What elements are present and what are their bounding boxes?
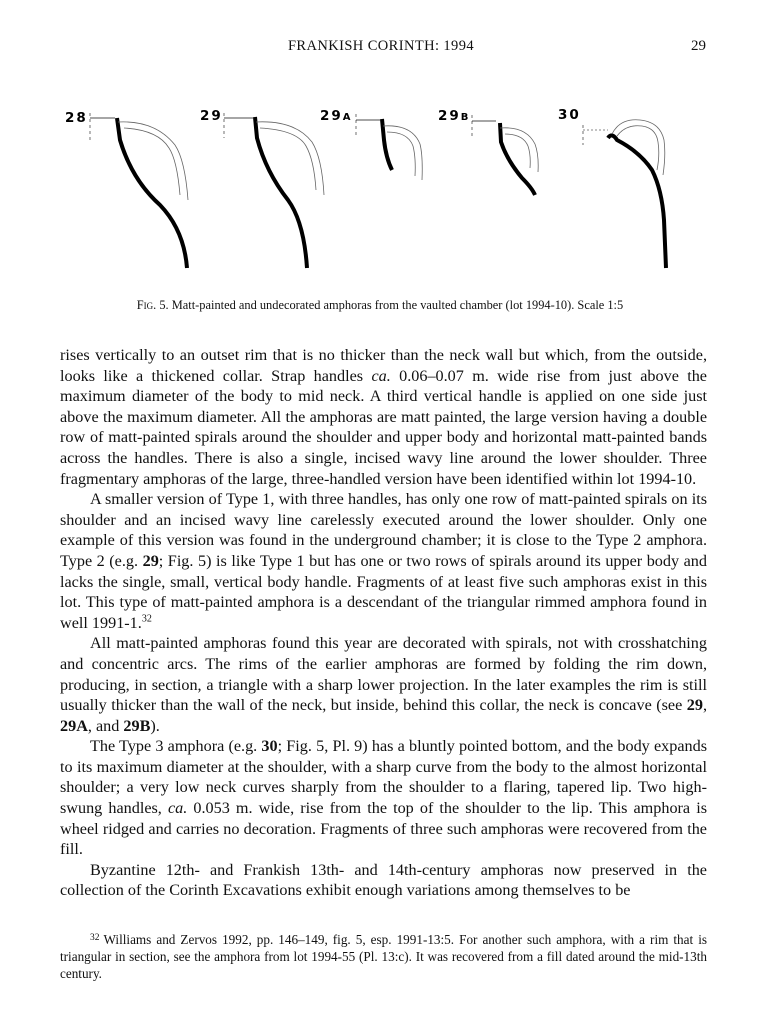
page-number: 29 xyxy=(691,38,706,54)
figure-5 xyxy=(60,100,700,275)
profile-29b xyxy=(438,108,538,195)
figure-label-29a: 29A xyxy=(320,108,351,124)
running-title: FRANKISH CORINTH: 1994 xyxy=(287,38,475,54)
body-text xyxy=(60,345,707,901)
footnote-ref[interactable]: 32 xyxy=(141,613,152,625)
running-head xyxy=(0,38,762,58)
profile-30 xyxy=(558,107,666,268)
footnote-text: Williams and Zervos 1992, pp. 146–149, fig. 5, esp. 1991-13:5. For another such amphora, with a rim that is triangular in section, see the amphora from lot 1994-55 (Pl. 13:c). It was recovered from a fill dated around the mid-13th century. xyxy=(60,932,707,981)
caption-label: Fig. 5. xyxy=(136,298,169,312)
footnote-number: 32 xyxy=(90,933,100,943)
caption-text: Matt-painted and undecorated amphoras from the vaulted chamber (lot 1994-10). Scale 1:5 xyxy=(171,298,624,312)
catalog-ref: 30 xyxy=(261,737,278,756)
figure-label-30: 30 xyxy=(558,107,581,123)
footnote-32 xyxy=(60,930,707,982)
figure-label-29: 29 xyxy=(200,108,223,124)
paragraph-1: rises vertically to an outset rim that is no thicker than the neck wall but which, from the outside, looks like a thickened collar. Strap handles ca. 0.06–0.07 m. wide rise from just above the maximum diameter of the body to mid neck. A third vertical handle is applied on one side just above the maximum diameter. All the amphoras are matt painted, the large version having a double row of matt-painted spirals around the shoulder and upper body and horizontal matt-painted bands across the handles. There is also a single, incised wavy line around the lower shoulder. Three fragmentary amphoras of the large, three-handled version have been identified within lot 1994-10. xyxy=(60,346,707,488)
paragraph-3: All matt-painted amphoras found this year are decorated with spirals, not with crosshatching and concentric arcs. The rims of the earlier amphoras are formed by folding the rim down, producing, in section, a triangle with a sharp lower projection. In the later examples the rim is still usually thicker than the wall of the neck, but inside, behind this collar, the neck is concave (see 29, 29A, and 29B). xyxy=(60,634,707,735)
profile-29 xyxy=(200,108,324,268)
catalog-ref: 29 xyxy=(142,551,159,570)
catalog-ref: 29B xyxy=(123,716,151,735)
paragraph-4: The Type 3 amphora (e.g. 30; Fig. 5, Pl. 9) has a bluntly pointed bottom, and the body expands to its maximum diameter at the shoulder, with a sharp curve from the body to the almost horizontal shoulder; a very low neck curves sharply from the shoulder to a flaring, tapered lip. Two high-swung handles, ca. 0.053 m. wide, rise from the top of the shoulder to the lip. This amphora is wheel ridged and carries no decoration. Fragments of three such amphoras were recovered from the fill. xyxy=(60,737,707,859)
figure-label-28: 28 xyxy=(65,110,88,126)
catalog-ref: 29 xyxy=(686,696,703,715)
figure-caption xyxy=(60,298,700,313)
profile-28 xyxy=(65,110,188,268)
paragraph-2: A smaller version of Type 1, with three handles, has only one row of matt-painted spirals on its shoulder and an incised wavy line carelessly executed around the lower shoulder. Only one example of this version was found in the underground chamber; it is close to the Type 2 amphora. Type 2 (e.g. 29; Fig. 5) is like Type 1 but has one or two rows of spirals around its upper body and lacks the single, small, vertical body handle. Fragments of at least five such amphoras exist in this lot. This type of matt-painted amphora is a descendant of the triangular rimmed amphora found in well 1991-1.32 xyxy=(60,490,707,632)
amphora-profiles-drawing xyxy=(60,100,700,275)
catalog-ref: 29A xyxy=(60,716,88,735)
profile-29a xyxy=(320,108,422,180)
figure-label-29b: 29B xyxy=(438,108,469,124)
paragraph-5: Byzantine 12th- and Frankish 13th- and 14th-century amphoras now preserved in the collection of the Corinth Excavations exhibit enough variations among themselves to be xyxy=(60,860,707,900)
